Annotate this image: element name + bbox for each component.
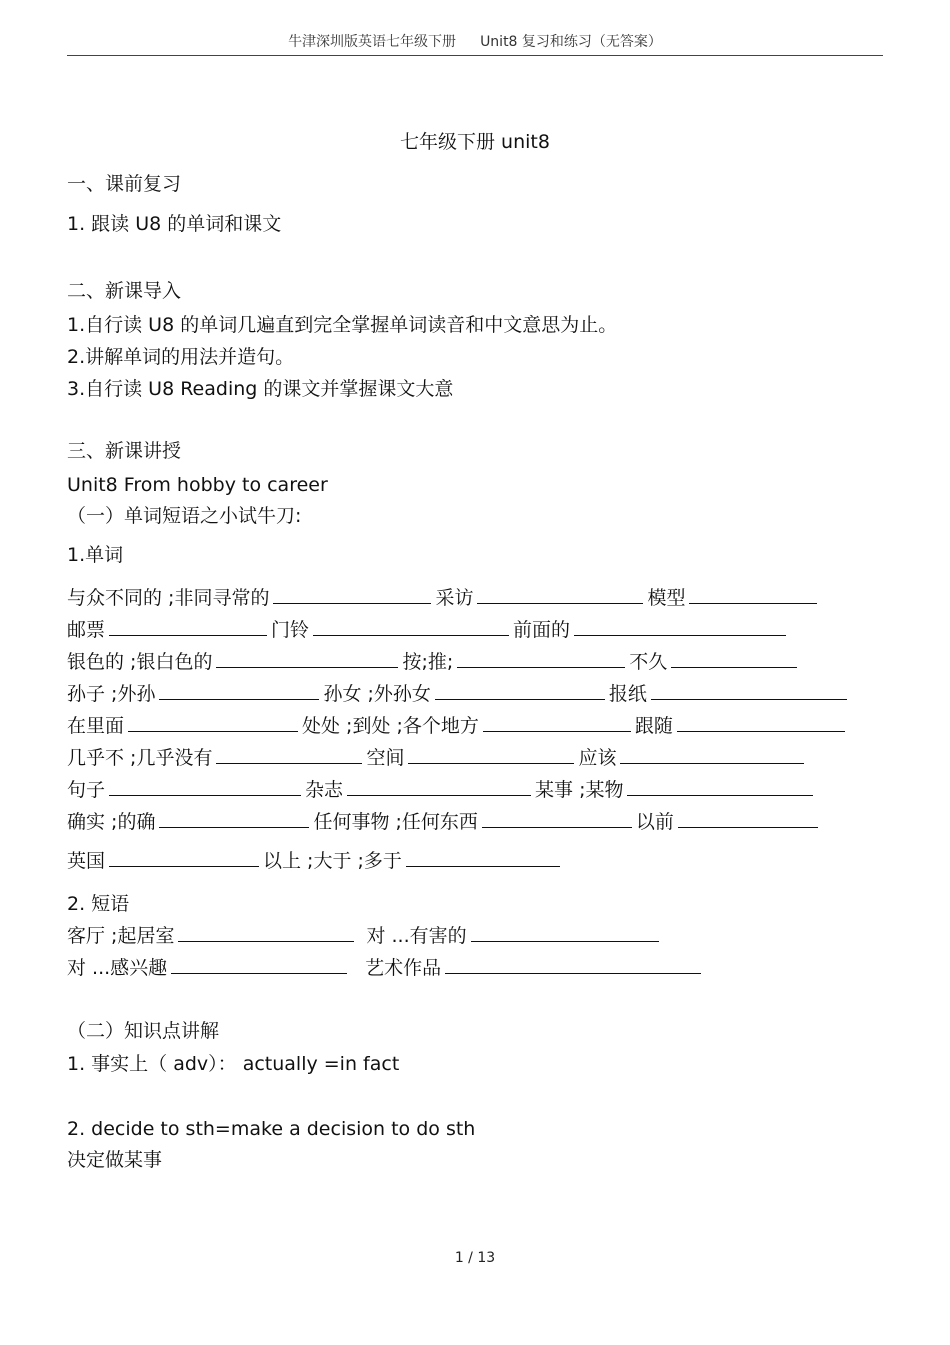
- word-prompt: 任何事物 ;任何东西: [313, 811, 478, 833]
- phrase-row: [67, 923, 663, 948]
- header-left: 牛津深圳版英语七年级下册: [288, 34, 457, 50]
- unit-title: Unit8 From hobby to career: [67, 474, 328, 496]
- answer-blank[interactable]: [313, 617, 509, 636]
- answer-blank[interactable]: [482, 809, 632, 828]
- knowledge-point-1: 1. 事实上（ adv）： actually =in fact: [67, 1053, 400, 1075]
- page-header: [67, 30, 883, 56]
- answer-blank[interactable]: [677, 713, 845, 732]
- word-row: [67, 848, 564, 873]
- phrase-prompt: 对 ...感兴趣: [67, 957, 168, 979]
- answer-blank[interactable]: [574, 617, 786, 636]
- word-prompt: 银色的 ;银白色的: [67, 651, 213, 673]
- word-prompt: 报纸: [608, 683, 647, 705]
- word-row: [67, 681, 851, 706]
- phrase-prompt: 客厅 ;起居室: [67, 925, 175, 947]
- answer-blank[interactable]: [178, 923, 354, 942]
- phrase-prompt: 艺术作品: [365, 957, 442, 979]
- page-title: 七年级下册 unit8: [400, 131, 550, 153]
- section-3-heading: 三、新课讲授: [67, 440, 182, 462]
- section-2-heading: 二、新课导入: [67, 280, 182, 302]
- answer-blank[interactable]: [457, 649, 625, 668]
- answer-blank[interactable]: [109, 848, 259, 867]
- knowledge-point-2-meaning: 决定做某事: [67, 1149, 163, 1171]
- word-row: [67, 745, 808, 770]
- subsection-2-heading: （二）知识点讲解: [67, 1020, 220, 1042]
- answer-blank[interactable]: [671, 649, 797, 668]
- answer-blank[interactable]: [445, 955, 701, 974]
- answer-blank[interactable]: [171, 955, 347, 974]
- answer-blank[interactable]: [216, 745, 362, 764]
- word-prompt: 模型: [647, 587, 686, 609]
- word-prompt: 孙子 ;外孙: [67, 683, 156, 705]
- word-prompt: 杂志: [305, 779, 344, 801]
- word-prompt: 句子: [67, 779, 106, 801]
- word-prompt: 邮票: [67, 619, 106, 641]
- answer-blank[interactable]: [678, 809, 818, 828]
- word-prompt: 空间: [366, 747, 405, 769]
- word-row: [67, 809, 822, 834]
- word-row: [67, 713, 849, 738]
- word-prompt: 以上 ;大于 ;多于: [263, 850, 402, 872]
- word-row: [67, 649, 801, 674]
- word-prompt: 英国: [67, 850, 106, 872]
- header-right: Unit8 复习和练习（无答案）: [480, 34, 662, 50]
- word-prompt: 某事 ;某物: [535, 779, 624, 801]
- section-2-item-1: 1.自行读 U8 的单词几遍直到完全掌握单词读音和中文意思为止。: [67, 314, 618, 336]
- knowledge-point-2: 2. decide to sth=make a decision to do sth: [67, 1118, 476, 1140]
- word-prompt: 门铃: [271, 619, 310, 641]
- word-row: [67, 617, 790, 642]
- answer-blank[interactable]: [347, 777, 531, 796]
- answer-blank[interactable]: [471, 923, 659, 942]
- answer-blank[interactable]: [273, 585, 431, 604]
- word-row: [67, 777, 817, 802]
- answer-blank[interactable]: [435, 681, 605, 700]
- answer-blank[interactable]: [477, 585, 643, 604]
- answer-blank[interactable]: [689, 585, 817, 604]
- word-row: [67, 585, 821, 610]
- answer-blank[interactable]: [627, 777, 813, 796]
- answer-blank[interactable]: [216, 649, 398, 668]
- answer-blank[interactable]: [109, 617, 267, 636]
- section-2-item-2: 2.讲解单词的用法并造句。: [67, 346, 295, 368]
- word-prompt: 采访: [435, 587, 474, 609]
- words-heading: 1.单词: [67, 544, 124, 566]
- word-prompt: 孙女 ;外孙女: [323, 683, 431, 705]
- page-number: 1 / 13: [454, 1250, 496, 1266]
- phrase-prompt: 对 ...有害的: [366, 925, 467, 947]
- answer-blank[interactable]: [159, 681, 319, 700]
- answer-blank[interactable]: [620, 745, 804, 764]
- answer-blank[interactable]: [128, 713, 298, 732]
- word-prompt: 与众不同的 ;非同寻常的: [67, 587, 270, 609]
- phrase-row: [67, 955, 705, 980]
- word-prompt: 处处 ;到处 ;各个地方: [302, 715, 479, 737]
- word-prompt: 以前: [635, 811, 674, 833]
- word-prompt: 应该: [578, 747, 617, 769]
- answer-blank[interactable]: [406, 848, 560, 867]
- word-prompt: 确实 ;的确: [67, 811, 156, 833]
- answer-blank[interactable]: [159, 809, 309, 828]
- word-prompt: 不久: [629, 651, 668, 673]
- word-prompt: 按;推;: [402, 651, 454, 673]
- section-1-item: 1. 跟读 U8 的单词和课文: [67, 213, 282, 235]
- subsection-1-heading: （一）单词短语之小试牛刀:: [67, 505, 302, 527]
- answer-blank[interactable]: [109, 777, 301, 796]
- phrases-heading: 2. 短语: [67, 893, 130, 915]
- section-2-item-3: 3.自行读 U8 Reading 的课文并掌握课文大意: [67, 378, 454, 400]
- answer-blank[interactable]: [408, 745, 574, 764]
- answer-blank[interactable]: [483, 713, 631, 732]
- answer-blank[interactable]: [651, 681, 847, 700]
- word-prompt: 跟随: [634, 715, 673, 737]
- word-prompt: 几乎不 ;几乎没有: [67, 747, 213, 769]
- word-prompt: 前面的: [513, 619, 571, 641]
- word-prompt: 在里面: [67, 715, 125, 737]
- section-1-heading: 一、课前复习: [67, 173, 182, 195]
